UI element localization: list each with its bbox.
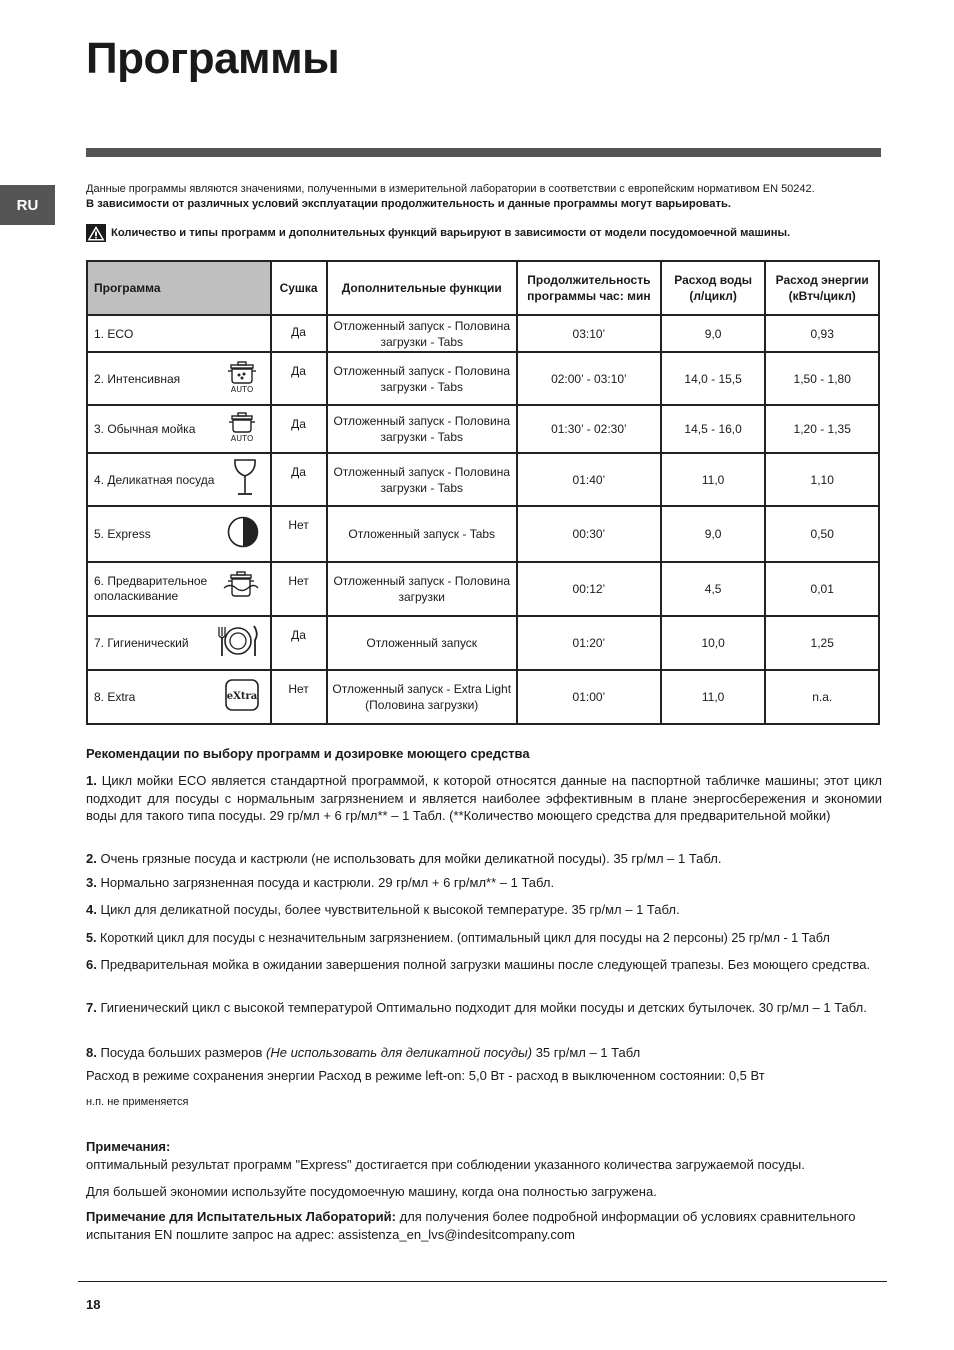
energy-cell: 1,25 <box>765 616 879 670</box>
header-water: Расход воды (л/цикл) <box>661 261 766 315</box>
programs-table <box>86 260 880 725</box>
energy-cell: 0,50 <box>765 506 879 562</box>
table-row <box>87 670 879 724</box>
program-name: 1. ECO <box>87 315 271 352</box>
header-options: Дополнительные функции <box>327 261 517 315</box>
duration-cell: 01:30’ - 02:30’ <box>517 405 661 453</box>
footer-divider <box>78 1281 887 1282</box>
water-cell: 14,5 - 16,0 <box>661 405 766 453</box>
drying-cell: Да <box>271 616 327 670</box>
note-labs: Примечание для Испытательных Лабораторий: для получения более подробной информации об условиях сравнительного испытания EN пошлите запрос на адрес: assistenza_en_lvs@indesitcompany.com <box>86 1209 856 1242</box>
na-note: н.п. не применяется <box>86 1096 189 1108</box>
duration-cell: 02:00’ - 03:10’ <box>517 352 661 405</box>
water-cell: 9,0 <box>661 315 766 352</box>
warning-icon <box>86 224 106 242</box>
duration-cell: 01:00’ <box>517 670 661 724</box>
options-cell: Отложенный запуск - Половина загрузки - Tabs <box>327 352 517 405</box>
energy-consumption-line: Расход в режиме сохранения энергии Расход в режиме left-on: 5,0 Вт - расход в выключенном состоянии: 0,5 Вт <box>86 1068 765 1083</box>
program-name: 4. Деликатная посуда <box>87 453 271 506</box>
drying-cell: Да <box>271 315 327 352</box>
program-name: 7. Гигиенический <box>87 616 271 670</box>
recommendation-item: 3. Нормально загрязненная посуда и кастрюли. 29 гр/мл + 6 гр/мл** – 1 Табл. <box>86 875 555 890</box>
energy-cell: n.a. <box>765 670 879 724</box>
recommendations-title: Рекомендации по выбору программ и дозировке моющего средства <box>86 746 530 761</box>
energy-cell: 1,50 - 1,80 <box>765 352 879 405</box>
program-name: 3. Обычная мойка AUTO <box>87 405 271 453</box>
table-row <box>87 315 879 352</box>
options-cell: Отложенный запуск - Половина загрузки - Tabs <box>327 315 517 352</box>
header-energy: Расход энергии (кВтч/цикл) <box>765 261 879 315</box>
intro-text: Данные программы являются значениями, полученными в измерительной лаборатории в соответствии с европейским нормативом EN 50242. <box>86 183 815 195</box>
drying-cell: Да <box>271 405 327 453</box>
drying-cell: Нет <box>271 670 327 724</box>
recommendation-item: 8. Посуда больших размеров (Не использовать для деликатной посуды) 35 гр/мл – 1 Табл <box>86 1045 641 1060</box>
svg-text:AUTO: AUTO <box>230 384 253 393</box>
table-row <box>87 562 879 616</box>
rinse-pot-icon <box>222 571 260 607</box>
recommendation-item: 6. Предварительная мойка в ожидании завершения полной загрузки машины после следующей трапезы. Без моющего средства. <box>86 957 871 972</box>
recommendation-item: 1. Цикл мойки ECO является стандартной программой, к которой относятся данные на паспортной табличке машины; этот цикл подходит для посуды с нормальным загрязнением и является наиболее эффективным в плане энергосбережения и экономии воды для такого типа посуды. 29 гр/мл + 6 гр/мл** – 1 Табл. (**Количество моющего средства для предварительной мойки) <box>86 773 882 823</box>
recommendation-item: 7. Гигиенический цикл с высокой температурой Оптимально подходит для мойки посуды и детских бутылочек. 30 гр/мл – 1 Табл. <box>86 1000 867 1015</box>
recommendation-item: 5. Короткий цикл для посуды с незначительным загрязнением. (оптимальный цикл для посуды на 2 персоны) 25 гр/мл - 1 Табл <box>86 931 830 945</box>
page-number: 18 <box>86 1297 101 1312</box>
wine-glass-icon <box>230 458 260 502</box>
energy-cell: 1,10 <box>765 453 879 506</box>
energy-cell: 0,93 <box>765 315 879 352</box>
program-name: 6. Предварительное ополаскивание <box>87 562 271 616</box>
plate-cutlery-icon <box>216 624 260 662</box>
warning-text: Количество и типы программ и дополнительных функций варьируют в зависимости от модели посудомоечной машины. <box>111 227 791 239</box>
drying-cell: Да <box>271 352 327 405</box>
table-row <box>87 453 879 506</box>
program-name: 5. Express <box>87 506 271 562</box>
table-header-row <box>87 261 879 315</box>
header-duration: Продолжительность программы час: мин <box>517 261 661 315</box>
notes-title: Примечания: <box>86 1139 171 1154</box>
svg-text:AUTO: AUTO <box>230 434 253 442</box>
intro-bold-text: В зависимости от различных условий эксплуатации продолжительность и данные программы могут варьировать. <box>86 198 731 210</box>
drying-cell: Нет <box>271 506 327 562</box>
options-cell: Отложенный запуск - Половина загрузки <box>327 562 517 616</box>
duration-cell: 00:30’ <box>517 506 661 562</box>
program-name: 8. Extra eXtra <box>87 670 271 724</box>
options-cell: Отложенный запуск - Половина загрузки - Tabs <box>327 453 517 506</box>
language-tab: RU <box>0 185 55 225</box>
svg-text:eXtra: eXtra <box>226 691 257 702</box>
table-row <box>87 405 879 453</box>
water-cell: 9,0 <box>661 506 766 562</box>
pot-auto-icon <box>224 412 260 446</box>
duration-cell: 00:12’ <box>517 562 661 616</box>
page-title: Программы <box>86 34 340 83</box>
recommendation-item: 4. Цикл для деликатной посуды, более чувствительной к высокой температуре. 35 гр/мл – 1 Табл. <box>86 902 680 917</box>
water-cell: 10,0 <box>661 616 766 670</box>
options-cell: Отложенный запуск <box>327 616 517 670</box>
table-row <box>87 506 879 562</box>
warning-line <box>86 224 906 242</box>
header-drying: Сушка <box>271 261 327 315</box>
drying-cell: Нет <box>271 562 327 616</box>
energy-cell: 1,20 - 1,35 <box>765 405 879 453</box>
drying-cell: Да <box>271 453 327 506</box>
water-cell: 4,5 <box>661 562 766 616</box>
duration-cell: 01:20’ <box>517 616 661 670</box>
energy-cell: 0,01 <box>765 562 879 616</box>
options-cell: Отложенный запуск - Половина загрузки - Tabs <box>327 405 517 453</box>
recommendation-item: 2. Очень грязные посуда и кастрюли (не использовать для мойки деликатной посуды). 35 гр/мл – 1 Табл. <box>86 851 722 866</box>
table-row <box>87 352 879 405</box>
title-divider <box>86 148 881 157</box>
extra-icon <box>224 678 260 716</box>
water-cell: 14,0 - 15,5 <box>661 352 766 405</box>
table-row <box>87 616 879 670</box>
options-cell: Отложенный запуск - Tabs <box>327 506 517 562</box>
pot-auto-icon <box>224 361 260 397</box>
note-express: оптимальный результат программ "Express" достигается при соблюдении указанного количества загружаемой посуды. <box>86 1157 805 1172</box>
note-economy: Для большей экономии используйте посудомоечную машину, когда она полностью загружена. <box>86 1184 657 1199</box>
header-program: Программа <box>87 261 271 315</box>
program-name: 2. Интенсивная AUTO <box>87 352 271 405</box>
duration-cell: 03:10’ <box>517 315 661 352</box>
water-cell: 11,0 <box>661 670 766 724</box>
water-cell: 11,0 <box>661 453 766 506</box>
duration-cell: 01:40’ <box>517 453 661 506</box>
half-circle-icon <box>226 515 260 553</box>
options-cell: Отложенный запуск - Extra Light (Половина загрузки) <box>327 670 517 724</box>
